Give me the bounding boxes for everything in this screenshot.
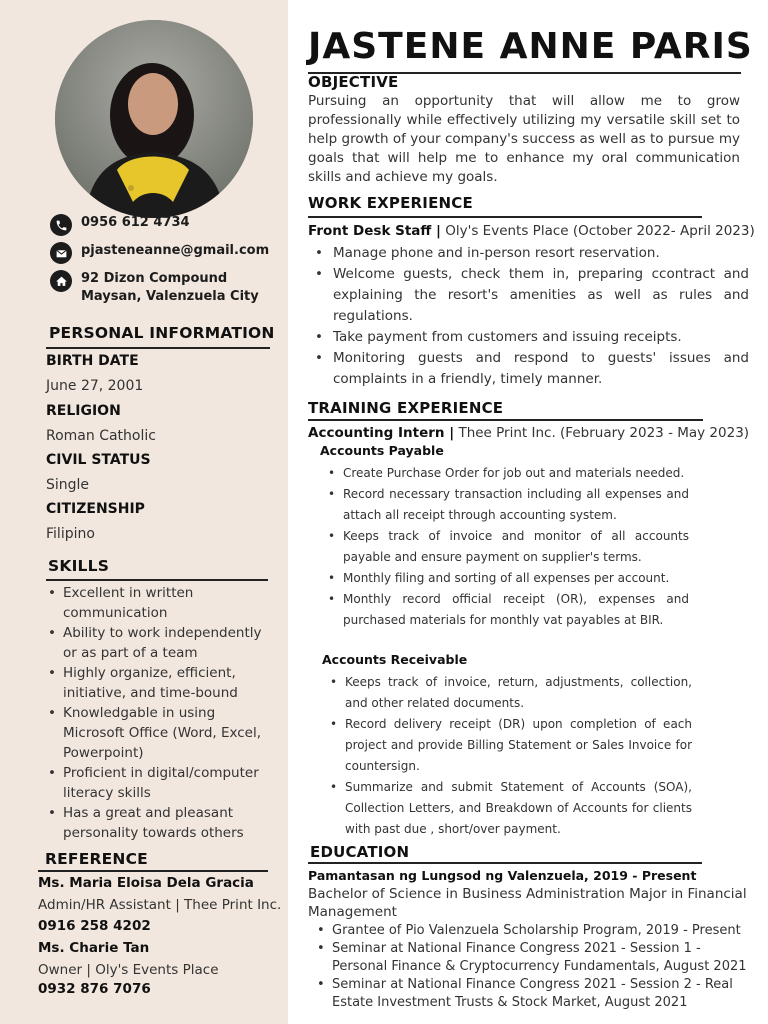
reference-title: Owner | Oly's Events Place: [38, 962, 219, 978]
reference-phone: 0932 876 7076: [38, 981, 151, 997]
birth-date-value: June 27, 2001: [46, 378, 144, 394]
religion-label: RELIGION: [46, 403, 121, 419]
divider: [308, 216, 702, 218]
divider: [38, 870, 268, 872]
civil-status-value: Single: [46, 477, 90, 493]
reference-heading: REFERENCE: [45, 850, 148, 868]
phone-number: 0956 612 4734: [81, 215, 190, 230]
list-item: • Keeps track of invoice and monitor of all accounts payable and ensure payment on supplier's terms.: [320, 526, 689, 568]
list-item: • Summarize and submit Statement of Accounts (SOA), Collection Letters, and Breakdown of Accounts for clients with past due , short/over payment.: [322, 777, 692, 840]
list-item: • Keeps track of invoice, return, adjustments, collection, and other related documents.: [322, 672, 692, 714]
training-position: Accounting Intern |: [308, 425, 455, 441]
email-address: pjasteneanne@gmail.com: [81, 243, 270, 258]
education-heading: EDUCATION: [310, 843, 410, 861]
skills-heading: SKILLS: [48, 557, 110, 575]
reference-phone: 0916 258 4202: [38, 918, 151, 934]
education-school: Pamantasan ng Lungsod ng Valenzuela, 2019 - Present: [308, 868, 697, 883]
work-company: Oly's Events Place (October 2022- April 2023): [440, 223, 755, 239]
training-position-line: [308, 425, 749, 441]
divider: [46, 579, 268, 581]
address-line1: 92 Dizon Compound: [81, 271, 228, 286]
list-item: • Monthly filing and sorting of all expenses per account.: [320, 568, 689, 589]
list-item: • Welcome guests, check them in, preparing ccontract and explaining the resort's amenities as well as rules and regulations.: [308, 264, 749, 327]
list-item: • Highly organize, efficient, initiative, and time-bound: [46, 663, 276, 703]
list-item: • Manage phone and in-person resort reservation.: [308, 243, 749, 264]
address: [81, 270, 259, 306]
personal-info-heading: PERSONAL INFORMATION: [49, 324, 275, 342]
contact-email: [50, 242, 269, 264]
work-position-line: [308, 223, 755, 239]
accounts-receivable-list: [322, 672, 692, 840]
list-item: • Has a great and pleasant personality towards others: [46, 803, 276, 843]
profile-photo: [55, 20, 253, 218]
list-item: • Seminar at National Finance Congress 2021 - Session 2 - Real Estate Investment Trusts & Stock Market, August 2021: [308, 976, 753, 1012]
objective-text: Pursuing an opportunity that will allow me to grow professionally while effectively utilizing my versatile skill set to help growth of your company's success as well as to pursue my goals that will help me to enhance my oral communication skills and achieve my goals.: [308, 93, 740, 185]
mail-icon: [50, 242, 72, 264]
divider: [308, 419, 703, 421]
list-item: • Seminar at National Finance Congress 2021 - Session 1 - Personal Finance & Cryptocurrency Fundamentals, August 2021: [308, 940, 753, 976]
list-item: • Take payment from customers and issuing receipts.: [308, 327, 749, 348]
list-item: • Record necessary transaction including all expenses and attach all receipt through accounting system.: [320, 484, 689, 526]
candidate-name: JASTENE ANNE PARIS: [308, 26, 753, 67]
list-item: • Knowledgable in using Microsoft Office (Word, Excel, Powerpoint): [46, 703, 276, 763]
contact-phone: [50, 214, 190, 236]
list-item: • Monthly record official receipt (OR), expenses and purchased materials for monthly vat payables at BIR.: [320, 589, 689, 631]
training-experience-heading: TRAINING EXPERIENCE: [308, 399, 504, 417]
work-experience-heading: WORK EXPERIENCE: [308, 194, 473, 212]
phone-icon: [50, 214, 72, 236]
work-duties-list: [308, 243, 749, 390]
civil-status-label: CIVIL STATUS: [46, 452, 151, 468]
divider: [46, 347, 270, 349]
profile-photo-image: [55, 20, 253, 218]
training-company: Thee Print Inc. (February 2023 - May 2023): [454, 425, 750, 441]
address-line2: Maysan, Valenzuela City: [81, 289, 259, 304]
skills-list: [46, 583, 276, 843]
education-list: [308, 922, 753, 1012]
birth-date-label: BIRTH DATE: [46, 353, 139, 369]
objective-heading: OBJECTIVE: [308, 73, 399, 91]
citizenship-value: Filipino: [46, 526, 95, 542]
work-position: Front Desk Staff |: [308, 223, 441, 239]
list-item: • Excellent in written communication: [46, 583, 276, 623]
reference-name: Ms. Maria Eloisa Dela Gracia: [38, 875, 254, 891]
education-degree: Bachelor of Science in Business Administration Major in Financial Management: [308, 886, 747, 920]
sidebar: [0, 0, 288, 1024]
religion-value: Roman Catholic: [46, 428, 156, 444]
citizenship-label: CITIZENSHIP: [46, 501, 145, 517]
list-item: • Record delivery receipt (DR) upon completion of each project and provide Billing Statement or Sales Invoice for countersign.: [322, 714, 692, 777]
contact-address: [50, 270, 259, 306]
list-item: • Proficient in digital/computer literacy skills: [46, 763, 276, 803]
list-item: • Monitoring guests and respond to guests' issues and complaints in a friendly, timely manner.: [308, 348, 749, 390]
reference-title: Admin/HR Assistant | Thee Print Inc.: [38, 897, 282, 913]
list-item: • Grantee of Pio Valenzuela Scholarship Program, 2019 - Present: [308, 922, 753, 940]
list-item: • Ability to work independently or as part of a team: [46, 623, 276, 663]
home-icon: [50, 270, 72, 292]
list-item: • Create Purchase Order for job out and materials needed.: [320, 463, 689, 484]
accounts-payable-list: [320, 463, 689, 631]
accounts-payable-heading: Accounts Payable: [320, 443, 444, 458]
reference-name: Ms. Charie Tan: [38, 940, 150, 956]
accounts-receivable-heading: Accounts Receivable: [322, 652, 468, 667]
divider: [308, 862, 702, 864]
